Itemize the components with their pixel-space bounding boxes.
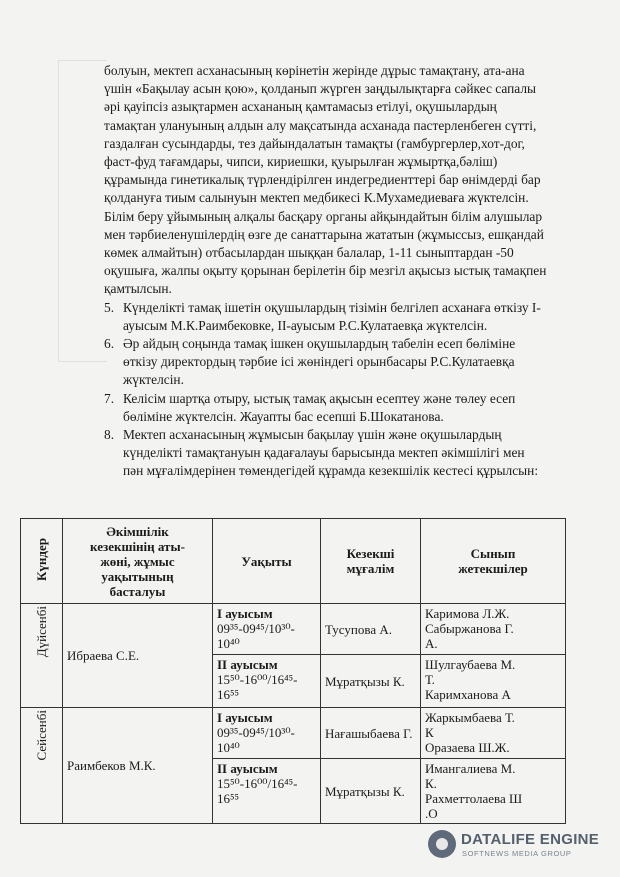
watermark: [428, 828, 613, 868]
teacher-cell: [321, 759, 421, 824]
bleed-through-table-ghost: [58, 60, 107, 362]
duty-schedule-table: [20, 518, 566, 824]
admin-cell: [63, 604, 213, 708]
table-header-row: [21, 519, 566, 604]
shift-label: ІІ ауысым: [217, 657, 278, 672]
time-cell: [213, 708, 321, 759]
text-line: Рахметтолаева Ш: [425, 791, 523, 806]
list-item-number: 5.: [104, 299, 115, 315]
list-item: [104, 390, 574, 426]
text-line: өткізу директордың тәрбие ісі жөніндегі орынбасары Р.С.Кулатаевқа: [123, 354, 515, 370]
list-item: [104, 299, 574, 335]
text-line: Шулгаубаева М.: [425, 657, 516, 672]
table-row: [21, 604, 566, 655]
homeroom-cell: [421, 759, 566, 824]
time-cell: [213, 655, 321, 708]
homeroom-cell: [421, 708, 566, 759]
text-line: әрі қауіпсіз азықтармен асхананың қамтамасыз етілуі, оқушылардың: [104, 99, 497, 115]
shift-label: І ауысым: [217, 606, 273, 621]
text-line: 15⁵⁰-16⁰⁰/16⁴⁵-: [217, 776, 298, 791]
text-line: үшін «Бақылау асын қою», қолданып жүрген заңдылықтарға сәйкес сапалы: [104, 81, 537, 97]
header-teacher: [321, 519, 421, 604]
text-line: фаст-фуд тағамдары, чипси, кириешки, қуырылған жұмыртқа,бәліш): [104, 154, 498, 170]
day-label: Сейсенбі: [34, 710, 49, 761]
admin-cell: [63, 708, 213, 824]
text-line: тамақтан улануының алдын алу мақсатында асханада пастерленбеген сүтті,: [104, 117, 537, 133]
header-homeroom: [421, 519, 566, 604]
time-cell: [213, 759, 321, 824]
text-line: Оразаева Ш.Ж.: [425, 740, 510, 755]
teacher-name: Тусупова А.: [325, 621, 392, 637]
text-line: Әкімшілік: [106, 523, 169, 539]
header-days-label: Күндер: [34, 538, 49, 581]
text-line: құрамында гинетикалық түрлендірілген индегредиенттері бар өнімдерді бар: [104, 172, 541, 188]
list-item-number: 7.: [104, 390, 115, 406]
admin-name: Ибраева С.Е.: [67, 648, 140, 663]
list-item: [104, 426, 574, 481]
text-line: К.: [425, 776, 437, 791]
teacher-cell: [321, 604, 421, 655]
text-line: бөліміне жүктелсін. Жауапты бас есепші Б.Шокатанова.: [123, 408, 444, 424]
text-line: А.: [425, 636, 438, 651]
teacher-cell: [321, 708, 421, 759]
text-line: 09³⁵-09⁴⁵/10³⁰-: [217, 725, 295, 740]
text-line: Сынып: [470, 546, 516, 561]
paragraph-continuation: [104, 62, 574, 299]
header-time: Уақыты: [213, 519, 321, 604]
shift-label: ІІ ауысым: [217, 761, 278, 776]
text-line: Каримханова А: [425, 687, 511, 702]
text-line: мұғалім: [346, 561, 395, 576]
text-line: қамтылсын.: [104, 281, 172, 297]
text-line: Каримова Л.Ж.: [425, 606, 510, 621]
text-line: жөні, жұмыс: [100, 553, 175, 569]
text-line: Күнделікті тамақ ішетін оқушылардың тізімін белгілеп асханаға өткізу І-: [123, 299, 541, 315]
text-line: кезекшінің аты-: [90, 538, 185, 554]
text-line: уақытының: [101, 568, 174, 584]
text-line: Кезекші: [346, 546, 395, 561]
text-line: 10⁴⁰: [217, 636, 240, 651]
shift-label: І ауысым: [217, 710, 273, 725]
watermark-title: DATALIFE ENGINE: [461, 831, 600, 848]
text-line: 09³⁵-09⁴⁵/10³⁰-: [217, 621, 295, 636]
text-line: пән мұғалімдерінен төмендегідей құрамда кезекшілік кестесі құрылсын:: [123, 463, 539, 479]
day-cell: [21, 604, 63, 708]
numbered-list: [104, 299, 574, 481]
text-line: болуын, мектеп асханасының көрінетін жерінде дұрыс тамақтану, ата-ана: [104, 63, 525, 78]
day-cell: [21, 708, 63, 824]
text-line: Жаркымбаева Т.: [425, 710, 515, 725]
teacher-cell: [321, 655, 421, 708]
text-line: 16⁵⁵: [217, 791, 240, 806]
teacher-name: Мұратқызы К.: [325, 783, 405, 799]
day-label: Дүйсенбі: [34, 606, 49, 658]
list-item: [104, 335, 574, 390]
text-line: Келісім шартқа отыру, ыстық тамақ ақысын есептеу және төлеу есеп: [123, 390, 516, 406]
homeroom-cell: [421, 604, 566, 655]
text-line: басталуы: [109, 583, 166, 599]
text-line: ауысым М.К.Раимбековке, ІІ-ауысым Р.С.Кулатаевқа жүктелсін.: [123, 317, 488, 333]
text-line: мен тәрбиеленушілердің өзге де санаттарына жататын (жұмыссыз, ешқандай: [104, 226, 544, 242]
text-line: К: [425, 725, 434, 740]
teacher-name: Нағашыбаева Г.: [325, 725, 413, 741]
text-line: 16⁵⁵: [217, 687, 240, 702]
watermark-subtitle: SOFTNEWS MEDIA GROUP: [462, 849, 572, 858]
header-admin: [63, 519, 213, 604]
text-line: Мектеп асханасының жұмысын бақылау үшін және оқушылардың: [123, 427, 502, 443]
teacher-name: Мұратқызы К.: [325, 673, 405, 689]
time-cell: [213, 604, 321, 655]
list-item-number: 8.: [104, 427, 115, 443]
text-line: Сабыржанова Г.: [425, 621, 514, 636]
text-line: Т.: [425, 672, 435, 687]
text-line: жүктелсін.: [123, 372, 184, 388]
text-line: Имангалиева М.: [425, 761, 516, 776]
text-line: оқушыға, жалпы оқыту қорынан берілетін бір мезгіл ақысыз ыстық тамақпен: [104, 263, 547, 279]
text-line: қолдануға тиым салынуын мектеп медбикесі К.Мухамедиеваға жүктелсін.: [104, 190, 529, 206]
datalife-logo-icon: [428, 830, 456, 858]
text-line: көмек алмайтын) отбасылардан шыққан балалар, 1-11 сыныптардан -50: [104, 245, 514, 261]
text-line: күнделікті тамақтануын қадағалауы барысында мектеп әкімшілігі мен: [123, 445, 525, 461]
list-item-number: 6.: [104, 336, 115, 352]
table-row: [21, 708, 566, 759]
text-line: Білім беру ұйымының алқалы басқару органы айқындайтын білім алушылар: [104, 208, 543, 224]
text-line: .О: [425, 806, 438, 821]
text-line: 10⁴⁰: [217, 740, 240, 755]
document-body: [104, 62, 574, 481]
header-days: [21, 519, 63, 604]
text-line: Әр айдың соңында тамақ ішкен оқушылардың табелін есеп бөліміне: [123, 336, 516, 352]
admin-name: Раимбеков М.К.: [67, 758, 156, 773]
homeroom-cell: [421, 655, 566, 708]
text-line: газдалған сусындарды, тез дайындалатын тамақты (гамбургерлер,хот-дог,: [104, 135, 525, 151]
text-line: жетекшілер: [458, 561, 528, 576]
text-line: 15⁵⁰-16⁰⁰/16⁴⁵-: [217, 672, 298, 687]
